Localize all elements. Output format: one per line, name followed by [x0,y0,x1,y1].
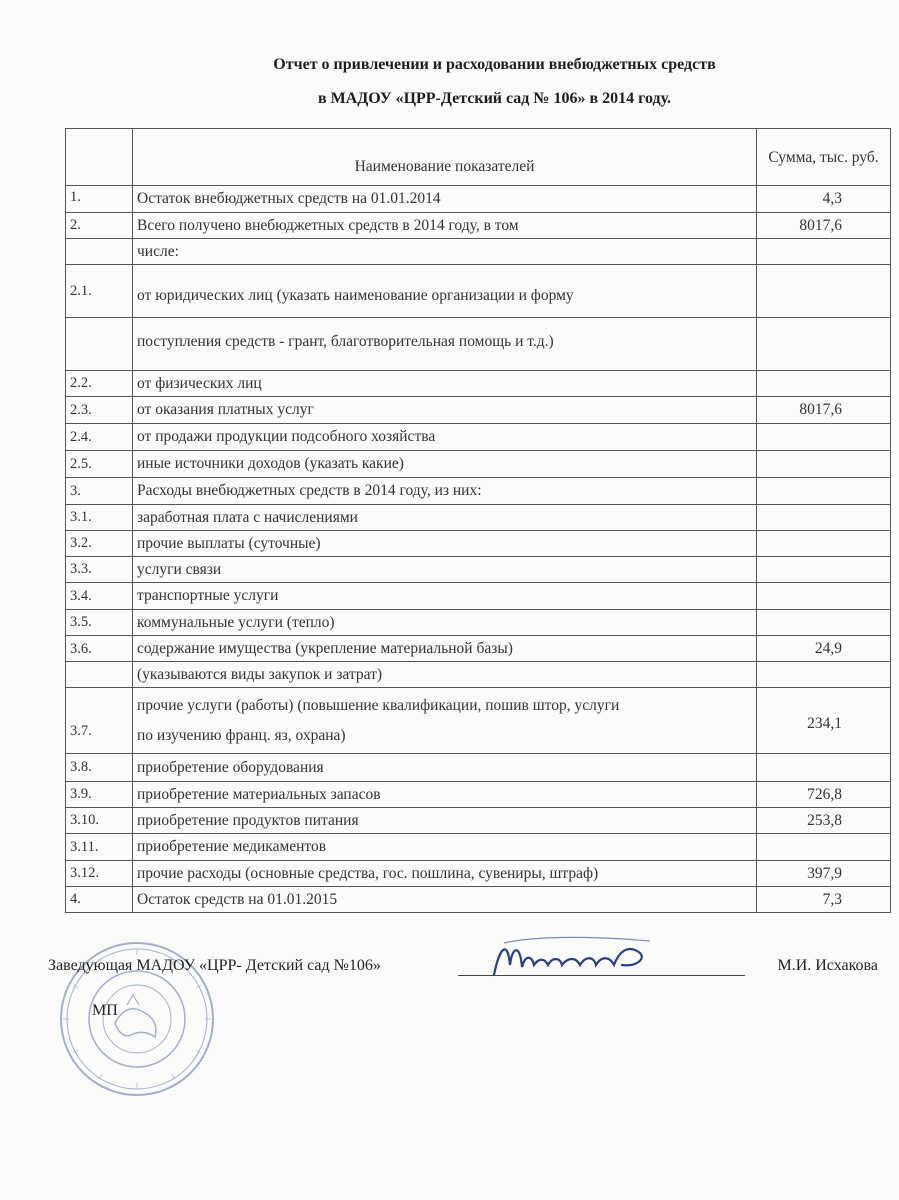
table-row [66,754,891,782]
row-name: Расходы внебюджетных средств в 2014 году, из них: [133,478,757,505]
header-name-cell: Наименование показателей [133,129,757,186]
row-name: от физических лиц [133,371,757,397]
table-row [66,662,891,688]
row-num: 4. [66,887,133,913]
table-row [66,478,891,505]
row-name: от оказания платных услуг [133,397,757,424]
row-num: 2.4. [66,424,133,451]
row-name: Остаток внебюджетных средств на 01.01.2014 [133,186,757,213]
row-num: 2.1. [66,265,133,318]
row-num: 3.5. [66,610,133,636]
table-row [66,808,891,834]
row-sum [757,424,891,451]
row-name: транспортные услуги [133,583,757,610]
row-name: иные источники доходов (указать какие) [133,451,757,478]
table-header-row [66,129,891,186]
row-sum [757,451,891,478]
row-sum [757,662,891,688]
row-name: от продажи продукции подсобного хозяйства [133,424,757,451]
table-row [66,265,891,318]
row-sum [757,318,891,371]
row-num: 3.10. [66,808,133,834]
row-name: (указываются виды закупок и затрат) [133,662,757,688]
report-title-line1: Отчет о привлечении и расходовании внебюджетных средств [273,56,716,73]
signature-line [48,957,878,979]
header-num-cell [66,129,133,186]
row-num: 3.7. [66,688,133,754]
row-sum: 397,9 [757,861,891,887]
row-name: приобретение продуктов питания [133,808,757,834]
row-num: 3.6. [66,636,133,662]
row-num: 1. [66,186,133,213]
row-name: коммунальные услуги (тепло) [133,610,757,636]
table-row [66,610,891,636]
row-num [66,318,133,371]
row-sum [757,610,891,636]
row-num [66,239,133,265]
report-title-line2: в МАДОУ «ЦРР-Детский сад № 106» в 2014 году. [317,90,672,107]
row-num: 3.2. [66,531,133,557]
row-name: содержание имущества (укрепление материальной базы) [133,636,757,662]
row-sum: 8017,6 [757,213,891,239]
row-sum: 253,8 [757,808,891,834]
row-sum [757,265,891,318]
director-title: Заведующая МАДОУ «ЦРР- Детский сад №106» [48,957,381,974]
table-row [66,397,891,424]
signature-underline [458,975,745,976]
row-name: числе: [133,239,757,265]
row-num [66,662,133,688]
row-num: 3.11. [66,834,133,861]
row-sum [757,583,891,610]
row-sum: 24,9 [757,636,891,662]
report-table [65,128,891,913]
row-name: приобретение медикаментов [133,834,757,861]
row-name: приобретение материальных запасов [133,782,757,808]
row-name: от юридических лиц (указать наименование организации и форму [133,265,757,318]
table-row [66,861,891,887]
row-num: 3.9. [66,782,133,808]
row-num: 3.1. [66,505,133,531]
row-sum [757,531,891,557]
row-sum: 8017,6 [757,397,891,424]
row-name: поступления средств - грант, благотворительная помощь и т.д.) [133,318,757,371]
row-num: 2. [66,213,133,239]
director-name: М.И. Исхакова [777,957,878,974]
table-row [66,834,891,861]
row-name: услуги связи [133,557,757,583]
stamp-mark: МП [92,1002,118,1019]
row-sum [757,505,891,531]
row-name: Остаток средств на 01.01.2015 [133,887,757,913]
table-row [66,451,891,478]
table-row [66,531,891,557]
table-row [66,583,891,610]
table-row [66,371,891,397]
row-name: заработная плата с начислениями [133,505,757,531]
table-row [66,688,891,754]
table-row [66,636,891,662]
table-row [66,424,891,451]
row-sum [757,478,891,505]
table-row [66,318,891,371]
table-row [66,186,891,213]
row-sum [757,239,891,265]
row-name-line2: по изучению франц. яз, охрана) [137,726,346,744]
header-sum-cell: Сумма, тыс. руб. [757,129,891,186]
row-name: Всего получено внебюджетных средств в 2014 году, в том [133,213,757,239]
row-name: прочие выплаты (суточные) [133,531,757,557]
row-sum [757,371,891,397]
row-sum: 234,1 [757,688,891,754]
row-num: 2.2. [66,371,133,397]
table-row [66,782,891,808]
table-row [66,505,891,531]
row-sum [757,834,891,861]
row-num: 3.3. [66,557,133,583]
row-sum: 4,3 [757,186,891,213]
row-num: 2.5. [66,451,133,478]
table-row [66,239,891,265]
row-sum [757,557,891,583]
row-num: 3.12. [66,861,133,887]
row-num: 3.4. [66,583,133,610]
table-row [66,213,891,239]
table-row [66,887,891,913]
row-name-line1: прочие услуги (работы) (повышение квалификации, пошив штор, услуги [137,696,620,714]
row-num: 3.8. [66,754,133,782]
row-name: приобретение оборудования [133,754,757,782]
row-sum [757,754,891,782]
table-row [66,557,891,583]
row-num: 2.3. [66,397,133,424]
row-name: прочие расходы (основные средства, гос. пошлина, сувениры, штраф) [133,861,757,887]
row-name [133,688,757,754]
row-num: 3. [66,478,133,505]
row-sum: 7,3 [757,887,891,913]
row-sum: 726,8 [757,782,891,808]
